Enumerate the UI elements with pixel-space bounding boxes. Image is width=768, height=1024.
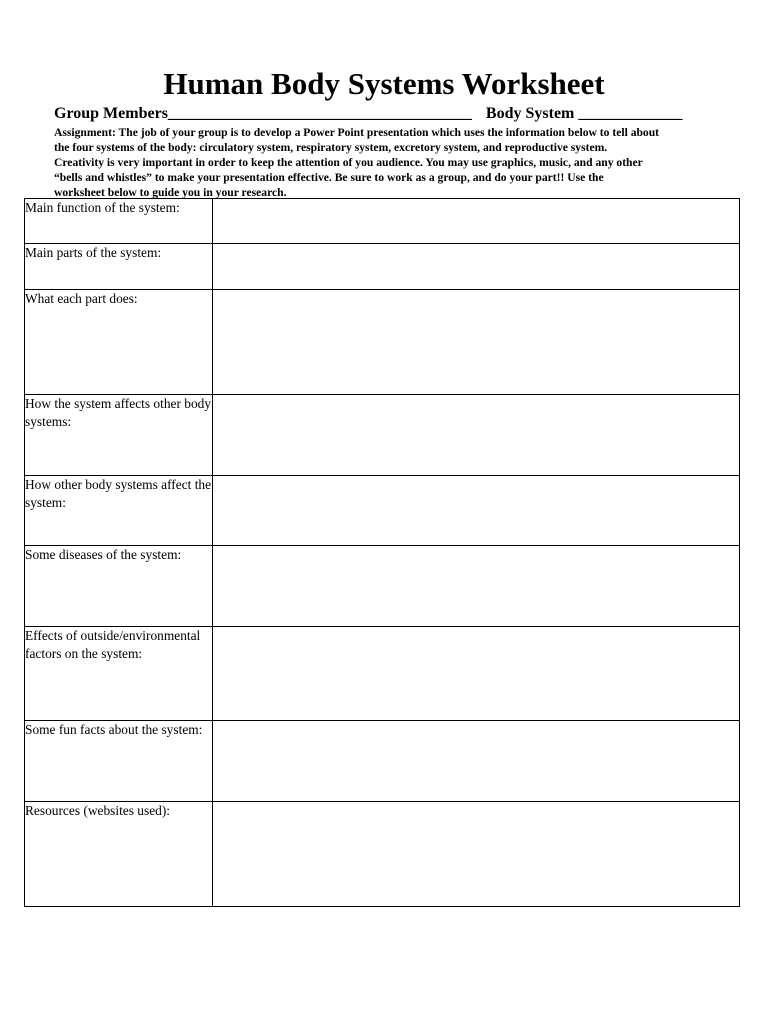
row-label: What each part does: <box>25 290 213 395</box>
row-label: How other body systems affect the system: <box>25 476 213 546</box>
assignment-line: Assignment: The job of your group is to develop a Power Point presentation which uses the information below to tell about <box>54 126 660 139</box>
answer-cell <box>213 721 740 802</box>
row-label: Resources (websites used): <box>25 802 213 907</box>
answer-cell <box>213 244 740 290</box>
assignment-line: Creativity is very important in order to keep the attention of you audience. You may use graphics, music, and any other <box>54 156 643 169</box>
row-label: Main function of the system: <box>25 199 213 244</box>
answer-cell <box>213 627 740 721</box>
row-label: Effects of outside/environmental factors on the system: <box>25 627 213 721</box>
answer-cell <box>213 802 740 907</box>
assignment-instructions <box>54 125 734 200</box>
worksheet-title: Human Body Systems Worksheet <box>163 66 605 101</box>
table-row <box>25 476 740 546</box>
row-label: Some diseases of the system: <box>25 546 213 627</box>
table-row <box>25 627 740 721</box>
assignment-line: “bells and whistles” to make your presentation effective. Be sure to work as a group, and do your part!! Use the <box>54 171 604 184</box>
row-label: Some fun facts about the system: <box>25 721 213 802</box>
table-row <box>25 290 740 395</box>
body-system-label: Body System <box>485 105 575 122</box>
body-system-blank: _____________ <box>578 105 683 122</box>
table-row <box>25 199 740 244</box>
answer-cell <box>213 546 740 627</box>
assignment-line: worksheet below to guide you in your research. <box>54 186 287 199</box>
row-label: How the system affects other body systems: <box>25 395 213 476</box>
answer-cell <box>213 199 740 244</box>
group-members-label: Group Members <box>54 105 168 122</box>
table-row <box>25 546 740 627</box>
answer-cell <box>213 476 740 546</box>
table-row <box>25 395 740 476</box>
table-row <box>25 244 740 290</box>
answer-cell <box>213 395 740 476</box>
table-row <box>25 721 740 802</box>
research-table <box>24 198 740 907</box>
assignment-line: the four systems of the body: circulatory system, respiratory system, excretory system, and reproductive system. <box>54 141 608 154</box>
table-row <box>25 802 740 907</box>
group-members-blank: ______________________________________ <box>167 105 472 122</box>
header-fields <box>54 104 734 124</box>
answer-cell <box>213 290 740 395</box>
row-label: Main parts of the system: <box>25 244 213 290</box>
